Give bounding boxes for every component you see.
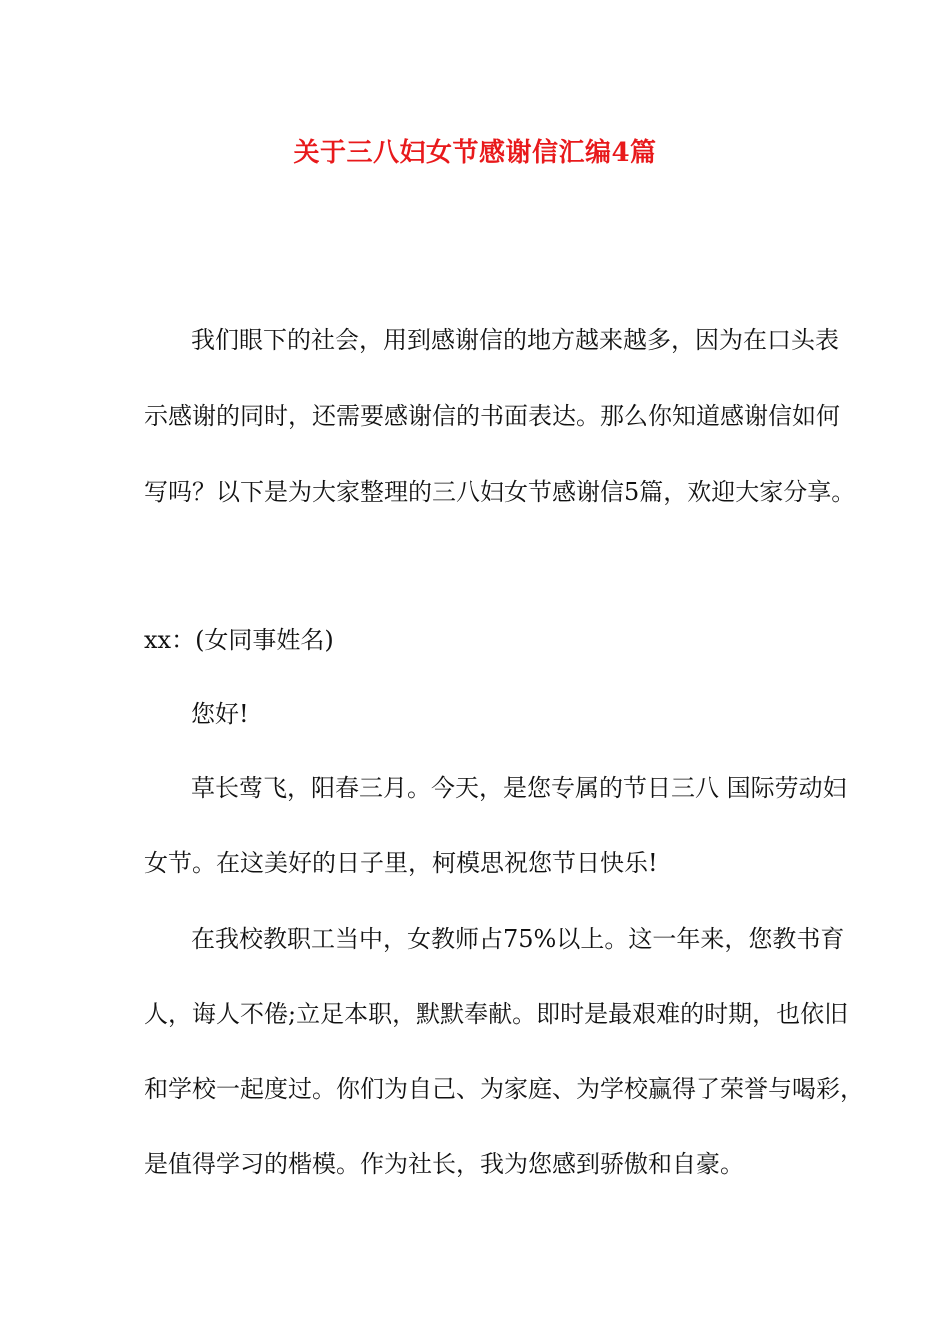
intro-line-1: 我们眼下的社会，用到感谢信的地方越来越多，因为在口头表 <box>191 326 839 354</box>
greeting: 您好! <box>191 700 249 728</box>
paragraph2-line-2: 人，诲人不倦;立足本职，默默奉献。即时是最艰难的时期，也依旧 <box>144 1000 849 1028</box>
intro-line-3: 写吗？以下是为大家整理的三八妇女节感谢信5篇，欢迎大家分享。 <box>144 478 856 506</box>
intro-line-2: 示感谢的同时，还需要感谢信的书面表达。那么你知道感谢信如何 <box>144 402 840 430</box>
document-title: 关于三八妇女节感谢信汇编4篇 <box>293 138 657 168</box>
paragraph1-line-1: 草长莺飞，阳春三月。今天，是您专属的节日三八 国际劳动妇 <box>191 774 847 802</box>
paragraph1-line-2: 女节。在这美好的日子里，柯模思祝您节日快乐! <box>144 849 658 877</box>
paragraph2-line-3: 和学校一起度过。你们为自己、为家庭、为学校赢得了荣誉与喝彩， <box>144 1075 864 1103</box>
paragraph2-line-1: 在我校教职工当中，女教师占75%以上。这一年来，您教书育 <box>191 925 845 953</box>
paragraph2-line-4: 是值得学习的楷模。作为社长，我为您感到骄傲和自豪。 <box>144 1150 744 1178</box>
salutation: xx：(女同事姓名) <box>144 626 334 654</box>
